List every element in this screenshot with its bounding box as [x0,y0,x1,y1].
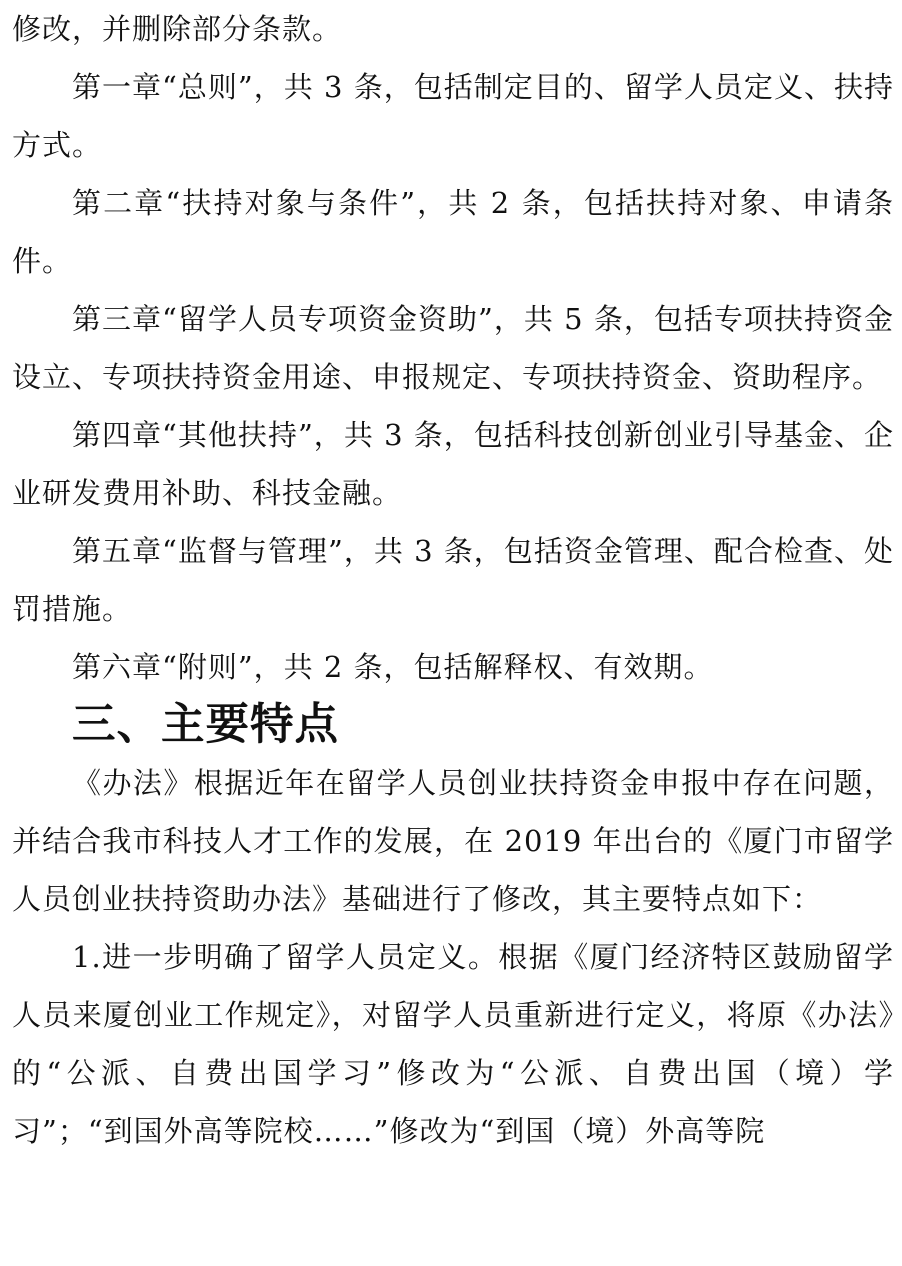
paragraph-continuation: 修改，并删除部分条款。 [12,12,343,46]
paragraph-intro: 《办法》根据近年在留学人员创业扶持资金申报中存在问题，并结合我市科技人才工作的发展，在 2019 年出台的《厦门市留学人员创业扶持资助办法》基础进行了修改，其主要特点如下： [12,766,894,916]
section-heading: 三、主要特点 [72,700,339,750]
paragraph-chapter-2: 第二章“扶持对象与条件”，共 2 条，包括扶持对象、申请条件。 [12,186,894,278]
paragraph-feature-1: 1.进一步明确了留学人员定义。根据《厦门经济特区鼓励留学人员来厦创业工作规定》，对留学人员重新进行定义，将原《办法》的“公派、自费出国学习”修改为“公派、自费出国（境）学习”；“到国外高等院校……”修改为“到国（境）外高等院 [12,940,894,1148]
paragraph-chapter-6: 第六章“附则”，共 2 条，包括解释权、有效期。 [72,650,714,684]
paragraph-chapter-1: 第一章“总则”，共 3 条，包括制定目的、留学人员定义、扶持方式。 [12,70,894,162]
paragraph-chapter-3: 第三章“留学人员专项资金资助”，共 5 条，包括专项扶持资金设立、专项扶持资金用途、申报规定、专项扶持资金、资助程序。 [12,302,894,394]
paragraph-chapter-4: 第四章“其他扶持”，共 3 条，包括科技创新创业引导基金、企业研发费用补助、科技金融。 [12,418,894,510]
paragraph-chapter-5: 第五章“监督与管理”，共 3 条，包括资金管理、配合检查、处罚措施。 [12,534,894,626]
document-page [12,0,894,1160]
